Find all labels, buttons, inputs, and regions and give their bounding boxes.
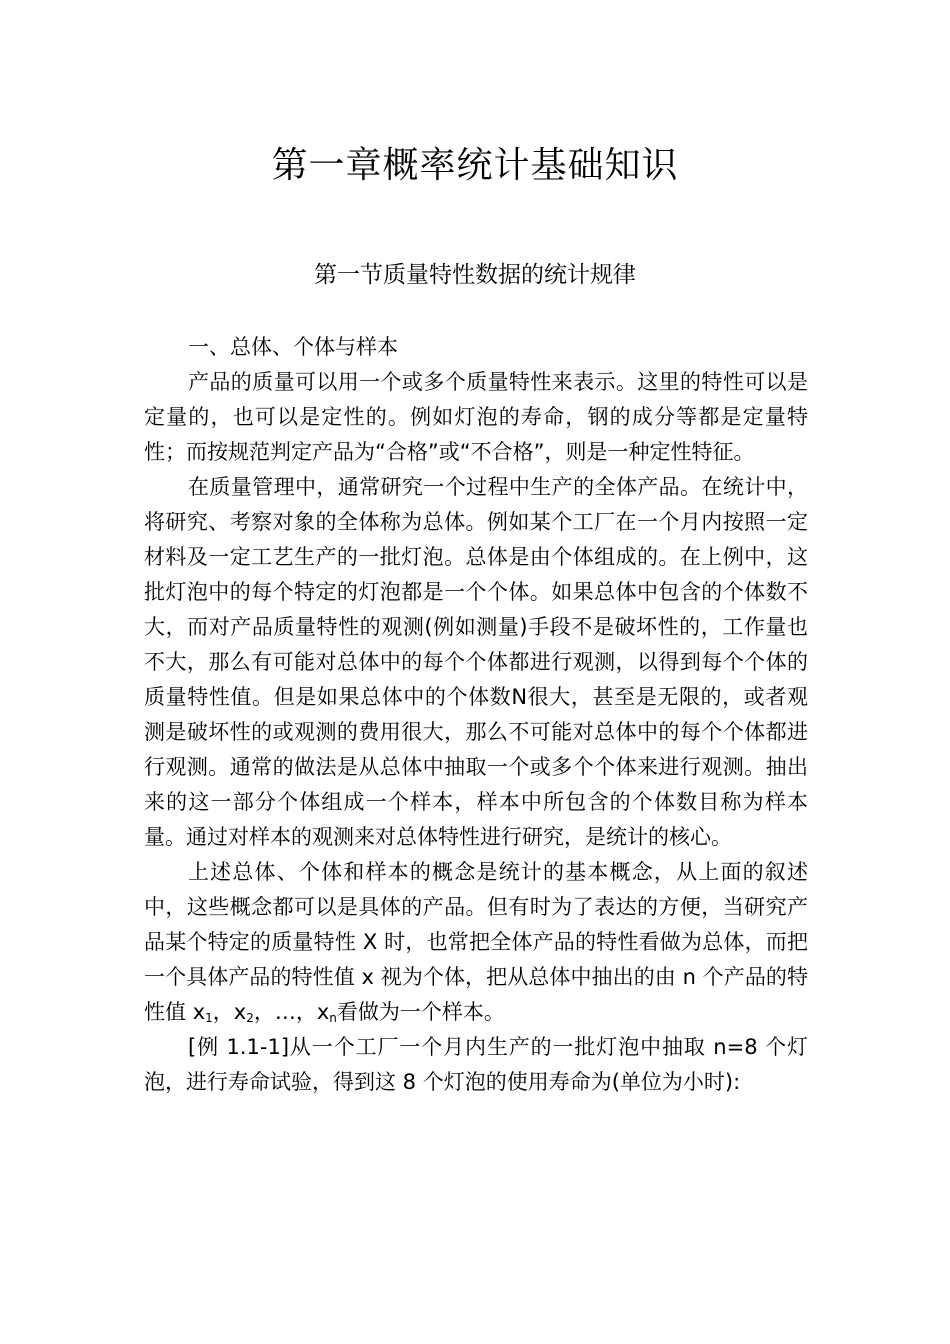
chapter-title: 第一章概率统计基础知识 [271,145,679,186]
body-text [144,330,808,1100]
sample-x1: $x_1$ [192,1000,213,1025]
example-paragraph: [例 1.1-1]从一个工厂一个月内生产的一批灯泡中抽取 n=8 个灯泡，进行寿命试验，得到这 8 个灯泡的使用寿命为(单位为小时): [144,1035,808,1094]
section-title: 第一节质量特性数据的统计规律 [314,262,636,288]
paragraph-1: 产品的质量可以用一个或多个质量特性来表示。这里的特性可以是定量的，也可以是定性的。例如灯泡的寿命，钢的成分等都是定量特性；而按规范判定产品为“合格”或“不合格”，则是一种定性特征。 [144,370,808,464]
subsection-heading: 一、总体、个体与样本 [188,335,398,359]
paragraph-3-text: 上述总体、个体和样本的概念是统计的基本概念，从上面的叙述中，这些概念都可以是具体的产品。但有时为了表达的方便，当研究产品某个特定的质量特性 X 时，也常把全体产品的特性看做为总体，而把一个具体产品的特性值 x 视为个体，把从总体中抽出的由 n 个产品的特性值 [144,860,808,1024]
sample-xn: $x_n$ [316,1000,337,1025]
paragraph-2: 在质量管理中，通常研究一个过程中生产的全体产品。在统计中，将研究、考察对象的全体称为总体。例如某个工厂在一个月内按照一定材料及一定工艺生产的一批灯泡。总体是由个体组成的。在上例中，这批灯泡中的每个特定的灯泡都是一个个体。如果总体中包含的个体数不大，而对产品质量特性的观测(例如测量)手段不是破坏性的，工作量也不大，那么有可能对总体中的每个个体都进行观测，以得到每个个体的质量特性值。但是如果总体中的个体数N很大，甚至是无限的，或者观测是破坏性的或观测的费用很大，那么不可能对总体中的每个个体都进行观测。通常的做法是从总体中抽取一个或多个个体来进行观测。抽出来的这一部分个体组成一个样本，样本中所包含的个体数目称为样本量。通过对样本的观测来对总体特性进行研究，是统计的核心。 [144,475,808,849]
sample-x2: $x_2$ [233,1000,254,1025]
paragraph-3: 上述总体、个体和样本的概念是统计的基本概念，从上面的叙述中，这些概念都可以是具体的产品。但有时为了表达的方便，当研究产品某个特定的质量特性 X 时，也常把全体产品的特性看做为总体，而把一个具体产品的特性值 x 视为个体，把从总体中抽出的由 n 个产品的特性值 $x_1$，$x_2$，…，$x_n$看做为一个样本。 [144,860,808,1025]
